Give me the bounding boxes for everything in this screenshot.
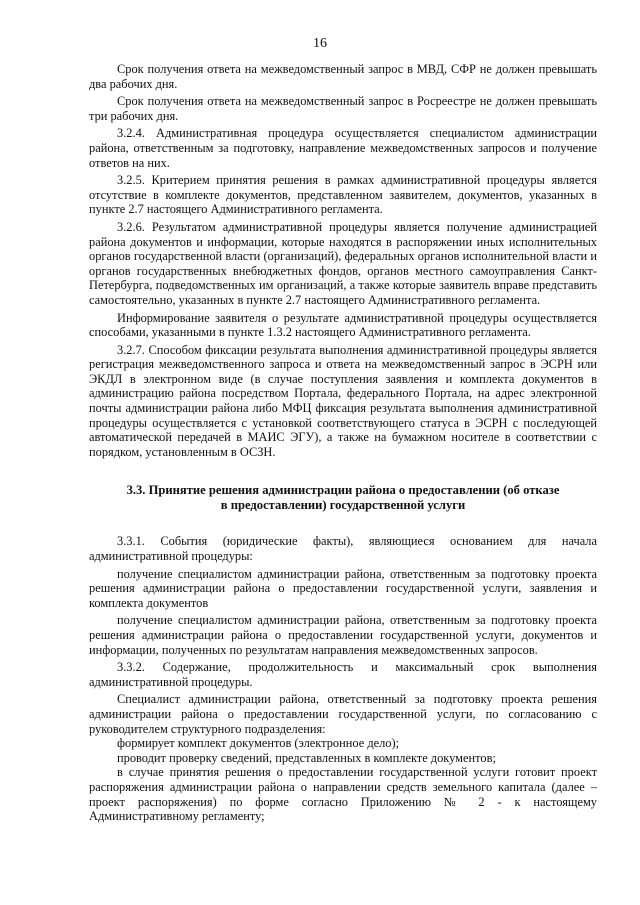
paragraph-3-3-2: 3.3.2. Содержание, продолжительность и максимальный срок выполнения административной процедуры. <box>89 660 597 689</box>
paragraph-prepares-draft: в случае принятия решения о предоставлении государственной услуги готовит проект распоряжения администрации района о направлении средств земельного капитала (далее – проект распоряжения) по форме согласно Приложению № 2 - к настоящему Административному регламенту; <box>89 765 597 824</box>
paragraph-receipt-documents: получение специалистом администрации района, ответственным за подготовку проекта решения администрации района о предоставлении государственной услуги, заявления и комплекта документов <box>89 566 597 610</box>
paragraph-mvd-deadline: Срок получения ответа на межведомственный запрос в МВД, СФР не должен превышать два рабочих дня. <box>89 62 597 91</box>
paragraph-verifies: проводит проверку сведений, представленных в комплекте документов; <box>117 750 496 765</box>
paragraph-3-2-5: 3.2.5. Критерием принятия решения в рамках административной процедуры является отсутствие в комплекте документов, представленном заявителем, документов, указанных в пункте 2.7 настоящего Административного регламента. <box>89 173 597 217</box>
paragraph-3-2-4: 3.2.4. Административная процедура осуществляется специалистом администрации района, ответственным за подготовку, направление межведомственных запросов и получение ответов на них. <box>89 126 597 170</box>
paragraph-3-3-1: 3.3.1. События (юридические факты), являющиеся основанием для начала административной процедуры: <box>89 534 597 564</box>
section-heading-3-3 <box>89 483 597 513</box>
paragraph-informing: Информирование заявителя о результате административной процедуры осуществляется способами, указанными в пункте 1.3.2 настоящего Административного регламента. <box>89 310 597 340</box>
paragraph-3-2-6: 3.2.6. Результатом административной процедуры является получение администрацией района документов и информации, которые находятся в распоряжении иных исполнительных органов государственной власти (организаций), федеральных органов исполнительной власти и органов государственных внебюджетных фондов, органов местного самоуправления Санкт-Петербурга, подведомственных им организаций, а также которые заявитель вправе представить самостоятельно, указанных в пункте 2.7 настоящего Административного регламента. <box>89 219 597 307</box>
paragraph-rosreestr-deadline: Срок получения ответа на межведомственный запрос в Росреестре не должен превышать три рабочих дня. <box>89 94 597 123</box>
section-heading-line-2: в предоставлении) государственной услуги <box>220 498 466 513</box>
document-body <box>89 62 597 824</box>
paragraph-forms-package: формирует комплект документов (электронное дело); <box>117 736 400 751</box>
paragraph-3-2-7: 3.2.7. Способом фиксации результата выполнения административной процедуры является регистрация межведомственного запроса и ответа на межведомственный запрос в ЭСРН или ЭКДЛ в электронном виде (в случае поступления заявления и комплекта документов в администрацию района посредством Портала, федерального Портала, на адрес электронной почты администрации района либо МФЦ фиксация результата выполнения административной процедуры осуществляется с установкой соответствующего статуса в ЭСРН с последующей автоматической передачей в МАИС ЭГУ), а также на бумажном носителе в соответствии с порядком, установленным в ОСЗН. <box>89 342 597 459</box>
paragraph-specialist: Специалист администрации района, ответственный за подготовку проекта решения администрации района о предоставлении государственной услуги, по согласованию с руководителем структурного подразделения: <box>89 692 597 736</box>
section-heading-line-1: 3.3. Принятие решения администрации района о предоставлении (об отказе <box>126 483 560 498</box>
page-number: 16 <box>313 36 327 51</box>
paragraph-receipt-info: получение специалистом администрации района, ответственным за подготовку проекта решения администрации района о предоставлении государственной услуги, документов и информации, полученных по результатам направления межведомственных запросов. <box>89 613 597 657</box>
